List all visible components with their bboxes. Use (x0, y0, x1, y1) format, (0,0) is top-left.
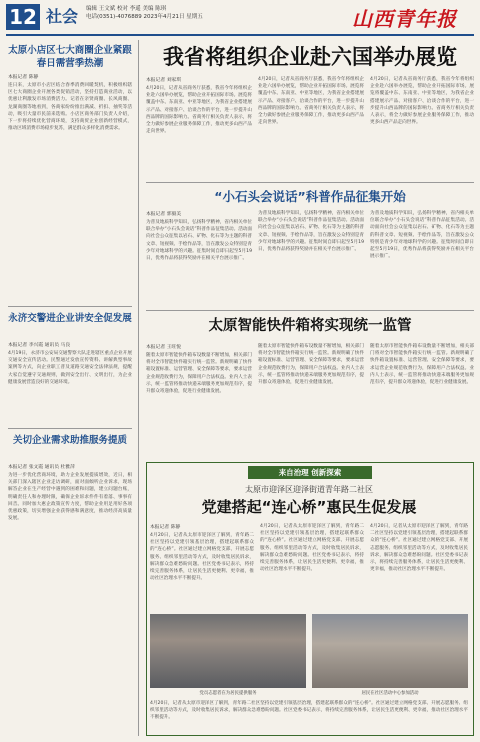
lead-headline: 我省将组织企业赴六国举办展览 (163, 45, 457, 69)
lead-byline: 本报记者 刘家琪 (146, 78, 182, 83)
community-kicker: 太原市迎泽区迎泽街道青年路二社区 (245, 485, 373, 494)
header-meta (86, 5, 286, 21)
courier-body-col3: 随着太原市智能快件箱布设数量不断增加，相关部门将对全市智能快件箱实行统一监管。新规明确了快件箱设置标准、运营管理、安全保障等要求，要求运营企业规范收费行为，保障用户合法权益。业内人士表示，统一监管将推动快递末端服务更加规范有序，提升群众寄递体验，促进行业健康发展。 (370, 344, 474, 386)
article-byline: 本报记者 李兴霞 通讯员 马良 (8, 343, 71, 348)
community-body-cont: 4月20日，记者从太原市迎泽区了解到，青年路二社区坚持以党建引领基层治理，搭建起联系群众的“连心桥”。社区通过建立网格党支部、开展志愿服务、组织邻里活动等方式，及时收集居民诉求，解决群众急难愁盼问题。社区党委书记表示，将持续完善服务体系，让居民生活更便利、更幸福，推动社区治理水平不断提升。 (150, 701, 468, 721)
article-body: 为进一步优化营商环境，助力企业发展提质增效，近日，相关部门深入辖区企业走访调研，面对面倾听企业诉求，现场解答企业在生产经营中遇到的困难和问题，建立问题台账，明确责任人和办理时限，确保企业诉求件件有着落、事事有回音。同时加大惠企政策宣传力度，帮助企业用足用好各项优惠政策，切实增强企业获得感和满意度，推动经济高质量发展。 (8, 473, 132, 522)
column-divider (138, 40, 139, 736)
science-body-col1: 为普及地质科学知识，弘扬科学精神，省内相关单位联合举办“小石头会说话”科普作品征集活动。活动面向社会公众征集以岩石、矿物、化石等为主题的科普文章、短视频、手绘作品等，旨在激发公众特别是青少年对地球科学的兴趣。征集时间自即日起至5月19日，优秀作品将获得奖励并在相关平台展示推广。 (146, 220, 252, 262)
photo-caption: 党员志愿者在为居民提供服务 (199, 691, 257, 696)
header-rule (6, 34, 474, 36)
science-body-col2: 为普及地质科学知识，弘扬科学精神，省内相关单位联合举办“小石头会说话”科普作品征集活动。活动面向社会公众征集以岩石、矿物、化石等为主题的科普文章、短视频、手绘作品等，旨在激发公众特别是青少年对地球科学的兴趣。征集时间自即日起至5月19日，优秀作品将获得奖励并在相关平台展示推广。 (258, 211, 364, 253)
courier-body-col1: 随着太原市智能快件箱布设数量不断增加，相关部门将对全市智能快件箱实行统一监管。新规明确了快件箱设置标准、运营管理、安全保障等要求，要求运营企业规范收费行为，保障用户合法权益。业内人士表示，统一监管将推动快递末端服务更加规范有序，提升群众寄递体验，促进行业健康发展。 (146, 353, 252, 395)
divider (8, 306, 132, 307)
science-headline: “小石头会说话”科普作品征集开始 (214, 189, 406, 204)
contact-line: 电话(0351)-4076889 2023年4月21日 星期五 (86, 14, 203, 20)
article-title: 永济交警进企业讲安全促发展 (8, 313, 132, 324)
courier-headline: 太原智能快件箱将实现统一监管 (208, 318, 412, 334)
article-title: 太原小店区七大商圈企业紧跟春日需营季热潮 (8, 45, 132, 69)
community-headline: 党建搭起“连心桥”惠民生促发展 (201, 498, 417, 516)
page-header (0, 0, 480, 34)
courier-byline: 本报记者 王旺悦 (146, 345, 182, 350)
article-title: 关切企业需求助推服务提质 (12, 435, 127, 446)
newspaper-logo: 山西青年报 (352, 7, 457, 31)
community-photo-1 (150, 614, 306, 688)
editor-line: 编辑 王文斌 校对 李遥 美编 陈琪 (86, 6, 167, 12)
page-number: 12 (6, 4, 40, 30)
feature-banner: 来自治理 创新探索 (248, 466, 372, 479)
photo-caption: 居民在社区活动中心参加活动 (361, 691, 419, 696)
article-body: 连日来，太原市小店区结合春季消费回暖契机，积极组织辖区七大商圈企业开展各类促销活动，坚持打造商业活动，以优惠让利激发市场消费活力。记者在亲贤商圈、长风商圈、龙湖商圈等地看到，各商家纷纷推出满减、折扣、抽奖等活动，吸引大量市民前来选购。小店区商务部门负责人介绍，下一步将持续优化营商环境，支持商贸企业创新经营模式，推动区域消费市场稳步复苏，满足群众多样化消费需求。 (8, 83, 132, 132)
community-photo-2 (312, 614, 468, 688)
community-byline: 本报记者 陈静 (150, 525, 181, 530)
divider (146, 182, 474, 183)
article-body: 4月19日，永济市公安局交通警察大队走进辖区重点企业开展交通安全宣传活动。民警通过发放宣传资料、讲解典型事故案例等方式，向企业职工普及道路交通安全法律法规，提醒大家自觉遵守交通规则，做到安全出行、文明出行，为企业健康发展营造良好的交通环境。 (8, 351, 132, 385)
community-body-col2: 4月20日，记者从太原市迎泽区了解到，青年路二社区坚持以党建引领基层治理，搭建起联系群众的“连心桥”。社区通过建立网格党支部、开展志愿服务、组织邻里活动等方式，及时收集居民诉求，解决群众急难愁盼问题。社区党委书记表示，将持续完善服务体系，让居民生活更便利、更幸福，推动社区治理水平不断提升。 (260, 524, 364, 573)
lead-body-col1: 4月20日，记者从省商务厅获悉，我省今年将组织企业赴六国举办展览，帮助企业开拓国际市场。展览将覆盖中东、东南亚、中亚等地区，为我省企业搭建展示产品、对接客户、洽谈合作的平台，进一步提升山西品牌的国际影响力。省商务厅相关负责人表示，将全力做好参展企业服务保障工作，推动更多山西产品走向世界。 (146, 86, 252, 135)
divider (8, 428, 132, 429)
courier-body-col2: 随着太原市智能快件箱布设数量不断增加，相关部门将对全市智能快件箱实行统一监管。新规明确了快件箱设置标准、运营管理、安全保障等要求，要求运营企业规范收费行为，保障用户合法权益。业内人士表示，统一监管将推动快递末端服务更加规范有序，提升群众寄递体验，促进行业健康发展。 (258, 344, 364, 386)
science-byline: 本报记者 郭毅美 (146, 212, 182, 217)
lead-body-col3: 4月20日，记者从省商务厅获悉，我省今年将组织企业赴六国举办展览，帮助企业开拓国际市场。展览将覆盖中东、东南亚、中亚等地区，为我省企业搭建展示产品、对接客户、洽谈合作的平台，进一步提升山西品牌的国际影响力。省商务厅相关负责人表示，将全力做好参展企业服务保障工作，推动更多山西产品走向世界。 (370, 77, 474, 126)
section-name: 社会 (46, 7, 79, 26)
article-byline: 本报记者 张文霞 通讯员 杜雅萍 (8, 465, 75, 470)
science-body-col3: 为普及地质科学知识，弘扬科学精神，省内相关单位联合举办“小石头会说话”科普作品征集活动。活动面向社会公众征集以岩石、矿物、化石等为主题的科普文章、短视频、手绘作品等，旨在激发公众特别是青少年对地球科学的兴趣。征集时间自即日起至5月19日，优秀作品将获得奖励并在相关平台展示推广。 (370, 211, 474, 260)
divider (146, 310, 474, 311)
lead-body-col2: 4月20日，记者从省商务厅获悉，我省今年将组织企业赴六国举办展览，帮助企业开拓国际市场。展览将覆盖中东、东南亚、中亚等地区，为我省企业搭建展示产品、对接客户、洽谈合作的平台，进一步提升山西品牌的国际影响力。省商务厅相关负责人表示，将全力做好参展企业服务保障工作，推动更多山西产品走向世界。 (258, 77, 364, 126)
community-body-col1: 4月20日，记者从太原市迎泽区了解到，青年路二社区坚持以党建引领基层治理，搭建起联系群众的“连心桥”。社区通过建立网格党支部、开展志愿服务、组织邻里活动等方式，及时收集居民诉求，解决群众急难愁盼问题。社区党委书记表示，将持续完善服务体系，让居民生活更便利、更幸福，推动社区治理水平不断提升。 (150, 533, 254, 582)
article-byline: 本报记者 陈静 (8, 75, 39, 80)
community-body-col3: 4月20日，记者从太原市迎泽区了解到，青年路二社区坚持以党建引领基层治理，搭建起联系群众的“连心桥”。社区通过建立网格党支部、开展志愿服务、组织邻里活动等方式，及时收集居民诉求，解决群众急难愁盼问题。社区党委书记表示，将持续完善服务体系，让居民生活更便利、更幸福，推动社区治理水平不断提升。 (370, 524, 468, 573)
